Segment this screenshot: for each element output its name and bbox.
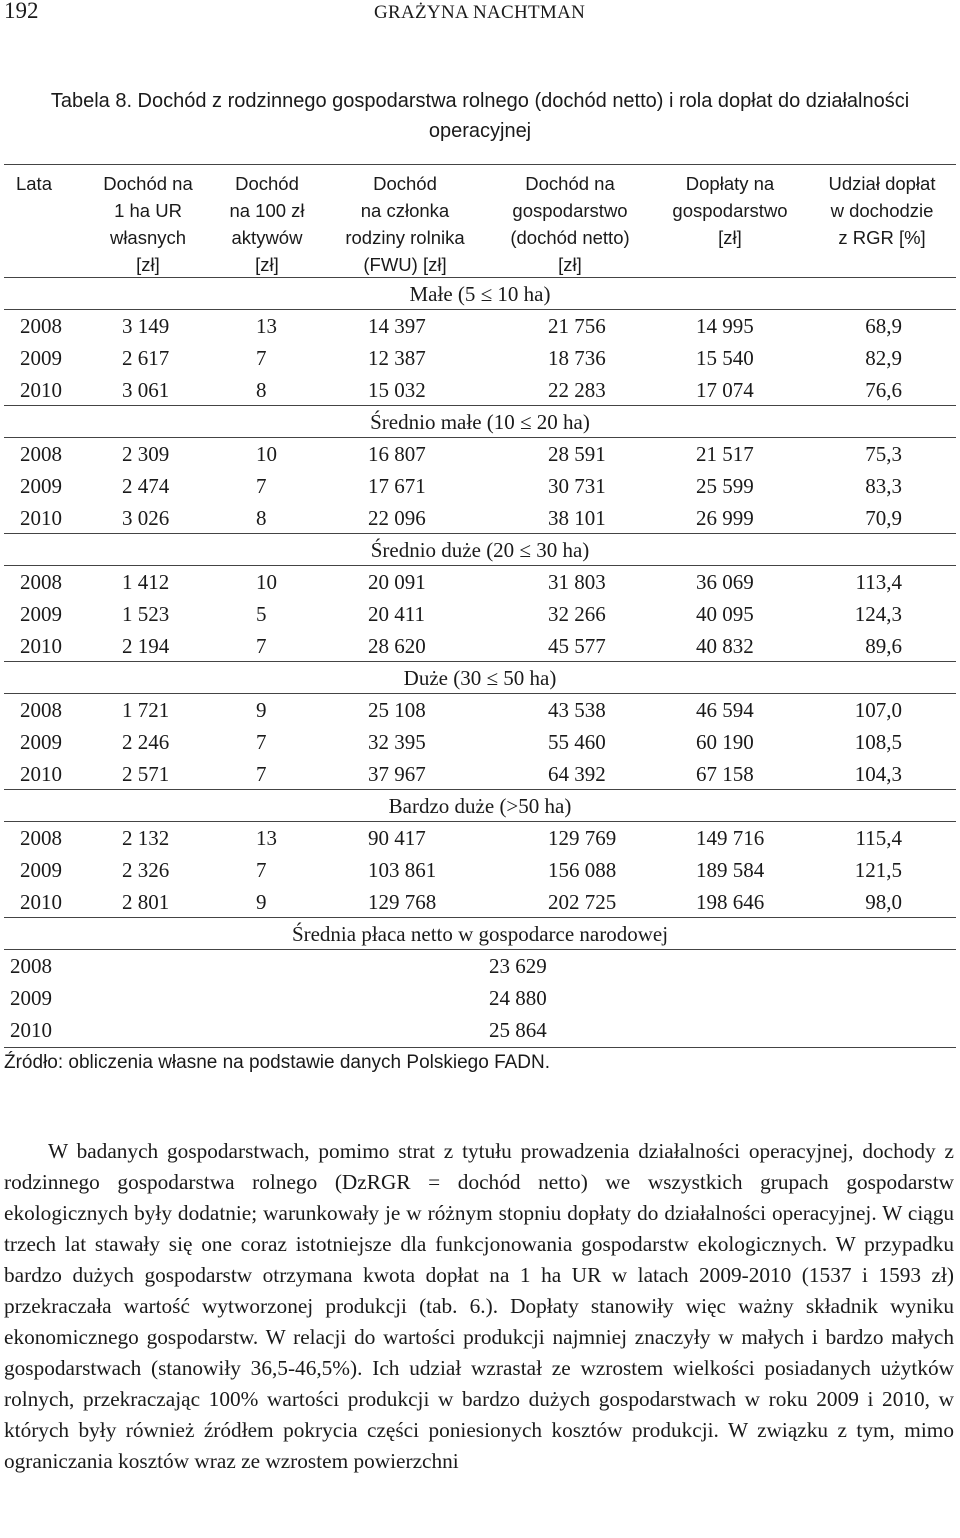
- cell-income-per-ha: 2 571: [122, 762, 170, 786]
- cell-income-per-family-member: 103 861: [368, 858, 437, 882]
- cell-subsidy-share: 115,4: [855, 826, 902, 850]
- cell-income-per-farm: 22 283: [548, 378, 606, 402]
- cell-income-per-family-member: 129 768: [368, 890, 437, 914]
- table-row: [0, 342, 960, 374]
- cell-income-per-100-assets: 5: [256, 602, 267, 626]
- cell-income-per-family-member: 32 395: [368, 730, 426, 754]
- header-line: własnych: [109, 227, 187, 248]
- header-line: na członka: [360, 200, 450, 221]
- cell-income-per-ha: 1 412: [122, 570, 170, 594]
- cell-income-per-family-member: 14 397: [368, 314, 426, 338]
- table-caption-text: Tabela 8. Dochód z rodzinnego gospodarstwa rolnego (dochód netto) i rola dopłat do działalności operacyjnej: [50, 90, 910, 142]
- cell-subsidy-share: 75,3: [865, 442, 902, 466]
- cell-year: 2008: [20, 442, 62, 466]
- cell-income-per-ha: 2 474: [122, 474, 170, 498]
- header-income-per-family-member: [330, 170, 480, 278]
- cell-subsidies-per-farm: 17 074: [696, 378, 754, 402]
- wage-row: [0, 1014, 960, 1046]
- cell-income-per-family-member: 37 967: [368, 762, 426, 786]
- cell-income-per-ha: 2 246: [122, 730, 170, 754]
- cell-subsidy-share: 82,9: [865, 346, 902, 370]
- cell-subsidies-per-farm: 46 594: [696, 698, 754, 722]
- cell-income-per-100-assets: 7: [256, 858, 267, 882]
- table-row: [0, 694, 960, 726]
- header-income-per-ha: [88, 170, 208, 278]
- cell-income-per-farm: 38 101: [548, 506, 606, 530]
- header-line: Dochód: [373, 173, 437, 194]
- header-subsidy-share: [808, 170, 956, 251]
- cell-subsidy-share: 70,9: [865, 506, 902, 530]
- table-row: [0, 630, 960, 662]
- cell-subsidy-share: 83,3: [865, 474, 902, 498]
- table-source-note: Źródło: obliczenia własne na podstawie danych Polskiego FADN.: [4, 1052, 551, 1073]
- cell-income-per-farm: 32 266: [548, 602, 606, 626]
- header-line: Udział dopłat: [828, 173, 936, 194]
- cell-subsidies-per-farm: 26 999: [696, 506, 754, 530]
- header-line: Dochód na: [103, 173, 193, 194]
- cell-subsidies-per-farm: 15 540: [696, 346, 754, 370]
- header-line: [zł]: [718, 227, 742, 248]
- cell-year: 2010: [20, 634, 62, 658]
- cell-income-per-family-member: 90 417: [368, 826, 426, 850]
- cell-income-per-ha: 2 132: [122, 826, 170, 850]
- table-row: [0, 758, 960, 790]
- cell-subsidies-per-farm: 189 584: [696, 858, 765, 882]
- table-row: [0, 374, 960, 406]
- cell-subsidies-per-farm: 149 716: [696, 826, 765, 850]
- cell-subsidy-share: 107,0: [854, 698, 902, 722]
- cell-average-wage: 24 880: [489, 986, 547, 1010]
- cell-income-per-farm: 30 731: [548, 474, 606, 498]
- header-line: gospodarstwo: [512, 200, 628, 221]
- table-header-row: [0, 166, 960, 276]
- cell-subsidies-per-farm: 67 158: [696, 762, 754, 786]
- cell-income-per-farm: 129 769: [548, 826, 617, 850]
- cell-income-per-100-assets: 7: [256, 730, 267, 754]
- cell-income-per-farm: 18 736: [548, 346, 606, 370]
- cell-income-per-100-assets: 7: [256, 474, 267, 498]
- header-subsidies-per-farm: [656, 170, 804, 251]
- cell-subsidies-per-farm: 40 832: [696, 634, 754, 658]
- cell-subsidies-per-farm: 25 599: [696, 474, 754, 498]
- cell-income-per-family-member: 20 091: [368, 570, 426, 594]
- cell-year: 2008: [20, 826, 62, 850]
- cell-year: 2010: [20, 506, 62, 530]
- cell-income-per-ha: 2 309: [122, 442, 170, 466]
- table-row: [0, 310, 960, 342]
- cell-income-per-100-assets: 7: [256, 762, 267, 786]
- cell-year: 2010: [10, 1018, 52, 1042]
- cell-subsidies-per-farm: 198 646: [696, 890, 765, 914]
- table-row: [0, 854, 960, 886]
- header-line: [zł]: [255, 254, 279, 275]
- cell-income-per-ha: 1 721: [122, 698, 170, 722]
- cell-average-wage: 23 629: [489, 954, 547, 978]
- cell-income-per-family-member: 22 096: [368, 506, 426, 530]
- cell-income-per-family-member: 17 671: [368, 474, 426, 498]
- cell-income-per-100-assets: 9: [256, 698, 267, 722]
- cell-income-per-ha: 2 194: [122, 634, 170, 658]
- cell-subsidy-share: 98,0: [865, 890, 902, 914]
- cell-subsidy-share: 121,5: [854, 858, 902, 882]
- cell-subsidy-share: 76,6: [865, 378, 902, 402]
- table-row: [0, 726, 960, 758]
- table-row: [0, 438, 960, 470]
- cell-year: 2010: [20, 762, 62, 786]
- cell-income-per-100-assets: 10: [256, 570, 277, 594]
- header-line: [zł]: [558, 254, 582, 275]
- cell-year: 2009: [10, 986, 52, 1010]
- cell-income-per-family-member: 15 032: [368, 378, 426, 402]
- cell-subsidies-per-farm: 36 069: [696, 570, 754, 594]
- cell-income-per-ha: 3 026: [122, 506, 170, 530]
- header-income-per-farm: [494, 170, 646, 278]
- cell-subsidy-share: 124,3: [854, 602, 902, 626]
- header-line: aktywów: [231, 227, 303, 248]
- header-years: [4, 170, 64, 197]
- header-line: w dochodzie: [830, 200, 934, 221]
- cell-income-per-farm: 64 392: [548, 762, 606, 786]
- cell-income-per-100-assets: 7: [256, 346, 267, 370]
- cell-year: 2009: [20, 346, 62, 370]
- wage-row: [0, 950, 960, 982]
- cell-subsidies-per-farm: 21 517: [696, 442, 754, 466]
- header-line: 1 ha UR: [114, 200, 182, 221]
- table-bottom-rule: [4, 1047, 956, 1048]
- cell-income-per-family-member: 25 108: [368, 698, 426, 722]
- cell-subsidy-share: 113,4: [855, 570, 902, 594]
- header-line: rodziny rolnika: [345, 227, 465, 248]
- cell-year: 2008: [20, 570, 62, 594]
- cell-income-per-ha: 3 149: [122, 314, 170, 338]
- cell-income-per-farm: 31 803: [548, 570, 606, 594]
- cell-subsidy-share: 68,9: [865, 314, 902, 338]
- cell-subsidy-share: 89,6: [865, 634, 902, 658]
- cell-income-per-ha: 2 617: [122, 346, 170, 370]
- table-row: [0, 598, 960, 630]
- cell-income-per-ha: 2 801: [122, 890, 170, 914]
- cell-income-per-family-member: 12 387: [368, 346, 426, 370]
- table-row: [0, 822, 960, 854]
- page-number: 192: [4, 0, 39, 23]
- section-label-wage: Średnia płaca netto w gospodarce narodowej: [291, 922, 669, 946]
- cell-income-per-ha: 3 061: [122, 378, 170, 402]
- cell-subsidy-share: 108,5: [854, 730, 902, 754]
- cell-income-per-family-member: 28 620: [368, 634, 426, 658]
- header-line: (FWU) [zł]: [363, 254, 447, 275]
- cell-income-per-farm: 28 591: [548, 442, 606, 466]
- cell-income-per-100-assets: 13: [256, 314, 277, 338]
- header-income-per-100-assets: [212, 170, 322, 278]
- cell-income-per-100-assets: 13: [256, 826, 277, 850]
- cell-income-per-100-assets: 10: [256, 442, 277, 466]
- cell-year: 2009: [20, 858, 62, 882]
- header-line: z RGR [%]: [838, 227, 926, 248]
- cell-subsidies-per-farm: 60 190: [696, 730, 754, 754]
- cell-year: 2008: [20, 698, 62, 722]
- header-years-line: Lata: [15, 173, 52, 194]
- cell-year: 2010: [20, 890, 62, 914]
- cell-year: 2008: [10, 954, 52, 978]
- cell-income-per-farm: 55 460: [548, 730, 606, 754]
- cell-income-per-farm: 21 756: [548, 314, 606, 338]
- header-line: Dochód: [235, 173, 299, 194]
- cell-year: 2009: [20, 730, 62, 754]
- header-line: Dochód na: [525, 173, 615, 194]
- cell-year: 2008: [20, 314, 62, 338]
- section-label: Duże (30 ≤ 50 ha): [403, 666, 557, 690]
- header-line: gospodarstwo: [672, 200, 788, 221]
- cell-year: 2009: [20, 474, 62, 498]
- cell-income-per-100-assets: 7: [256, 634, 267, 658]
- table-row: [0, 886, 960, 918]
- header-line: [zł]: [136, 254, 160, 275]
- cell-income-per-farm: 45 577: [548, 634, 606, 658]
- section-label: Bardzo duże (>50 ha): [388, 794, 572, 818]
- header-line: (dochód netto): [510, 227, 630, 248]
- table-caption: [8, 86, 952, 146]
- section-label: Średnio duże (20 ≤ 30 ha): [370, 538, 590, 562]
- cell-income-per-100-assets: 9: [256, 890, 267, 914]
- cell-subsidies-per-farm: 14 995: [696, 314, 754, 338]
- table-top-rule: [4, 164, 956, 165]
- cell-income-per-ha: 1 523: [122, 602, 170, 626]
- cell-income-per-farm: 156 088: [548, 858, 617, 882]
- cell-income-per-farm: 43 538: [548, 698, 606, 722]
- section-label: Średnio małe (10 ≤ 20 ha): [370, 410, 590, 434]
- running-head-author: GRAŻYNA NACHTMAN: [374, 2, 586, 23]
- running-head: [0, 0, 960, 28]
- header-line: na 100 zł: [229, 200, 305, 221]
- table-row: [0, 566, 960, 598]
- section-label: Małe (5 ≤ 10 ha): [409, 282, 551, 306]
- cell-income-per-ha: 2 326: [122, 858, 170, 882]
- wage-row: [0, 982, 960, 1014]
- table-row: [0, 502, 960, 534]
- cell-subsidy-share: 104,3: [854, 762, 902, 786]
- cell-income-per-100-assets: 8: [256, 378, 267, 402]
- cell-income-per-family-member: 16 807: [368, 442, 426, 466]
- cell-average-wage: 25 864: [489, 1018, 547, 1042]
- cell-subsidies-per-farm: 40 095: [696, 602, 754, 626]
- cell-income-per-farm: 202 725: [548, 890, 617, 914]
- table-row: [0, 470, 960, 502]
- cell-year: 2009: [20, 602, 62, 626]
- cell-year: 2010: [20, 378, 62, 402]
- header-line: Dopłaty na: [685, 173, 775, 194]
- cell-income-per-100-assets: 8: [256, 506, 267, 530]
- body-paragraph: W badanych gospodarstwach, pomimo strat z tytułu prowadzenia działalności operacyjnej, dochody z rodzinnego gospodarstwa rolnego (DzRGR = dochód netto) we wszystkich grupach gospodarstw ekologicznych były dodatnie; warunkowały je w różnym stopniu dopłaty do działalności operacyjnej. W ciągu trzech lat stawały się one coraz istotniejsze dla funkcjonowania gospodarstw ekologicznych. W przypadku bardzo dużych gospodarstw otrzymana kwota dopłat na 1 ha UR w latach 2009-2010 (1537 i 1593 zł) przekraczała wartość wytworzonej produkcji (tab. 6.). Dopłaty stanowiły więc ważny składnik wyniku ekonomicznego gospodarstw. W relacji do wartości produkcji najmniej znaczyły w małych i bardzo małych gospodarstwach (stanowiły 36,5-46,5%). Ich udział wzrastał ze wzrostem wielkości posiadanych użytków rolnych, przekraczając 100% wartości produkcji w bardzo dużych gospodarstwach w roku 2009 i 2010, w których były również źródłem pokrycia części poniesionych kosztów produkcji. W związku z tym, mimo ograniczania kosztów wraz ze wzrostem powierzchni: [4, 1139, 954, 1473]
- cell-income-per-family-member: 20 411: [368, 602, 425, 626]
